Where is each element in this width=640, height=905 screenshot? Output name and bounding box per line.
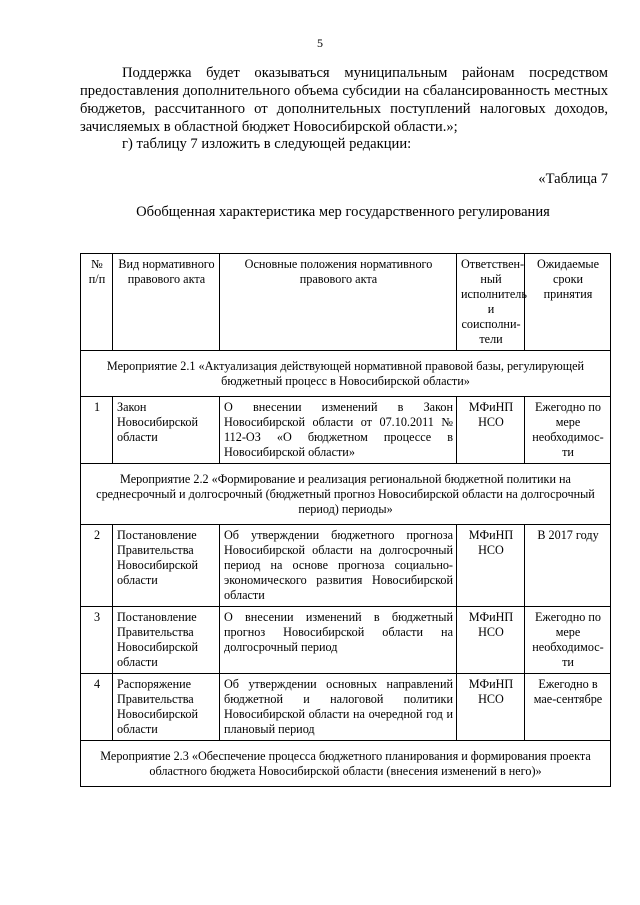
measure-row (81, 351, 611, 397)
row-num: 2 (81, 525, 113, 607)
row-act-type: Постановление Правительства Новосибирской области (113, 607, 220, 674)
row-responsible: МФиНП НСО (457, 397, 525, 464)
row-provisions: О внесении изменений в бюджетный прогноз Новосибирской области на долгосрочный период (220, 607, 457, 674)
row-num: 4 (81, 674, 113, 741)
header-responsible: Ответствен-ный исполнитель и соисполни-тели (457, 254, 525, 351)
paragraph-support: Поддержка будет оказываться муниципальным районам посредством предоставления дополнительного объема субсидии на сбалансированность местных бюджетов, рассчитанного от дополнительных поступлений налоговых доходов, зачисляемых в областной бюджет Новосибирской области.»; (80, 65, 608, 135)
row-deadline: В 2017 году (525, 525, 611, 607)
row-deadline: Ежегодно по мере необходимос-ти (525, 397, 611, 464)
row-act-type: Постановление Правительства Новосибирской области (113, 525, 220, 607)
table-title: Обобщенная характеристика мер государственного регулирования (136, 204, 550, 220)
table-row (81, 674, 611, 741)
row-responsible: МФиНП НСО (457, 525, 525, 607)
row-provisions: Об утверждении бюджетного прогноза Новосибирской области на долгосрочный период на основе прогноза социально-экономического развития Новосибирской области (220, 525, 457, 607)
regulation-table (80, 253, 611, 787)
row-deadline: Ежегодно в мае-сентябре (525, 674, 611, 741)
row-num: 1 (81, 397, 113, 464)
row-act-type: Закон Новосибирской области (113, 397, 220, 464)
row-num: 3 (81, 607, 113, 674)
table-row (81, 607, 611, 674)
row-deadline: Ежегодно по мере необходимос-ти (525, 607, 611, 674)
page-number: 5 (317, 36, 323, 50)
measure-row (81, 464, 611, 525)
row-provisions: Об утверждении основных направлений бюджетной и налоговой политики Новосибирской области на очередной год и плановый период (220, 674, 457, 741)
row-provisions: О внесении изменений в Закон Новосибирской области от 07.10.2011 № 112-ОЗ «О бюджетном процессе в Новосибирской области» (220, 397, 457, 464)
measure-2-3: Мероприятие 2.3 «Обеспечение процесса бюджетного планирования и формирования проекта областного бюджета Новосибирской области (внесения изменений в него)» (81, 741, 611, 787)
paragraph-table-instruction: г) таблицу 7 изложить в следующей редакции: (122, 136, 412, 152)
header-num: № п/п (81, 254, 113, 351)
table-row (81, 525, 611, 607)
table-label: «Таблица 7 (538, 171, 608, 187)
table-header-row (81, 254, 611, 351)
header-provisions: Основные положения нормативного правового акта (220, 254, 457, 351)
row-responsible: МФиНП НСО (457, 607, 525, 674)
header-act-type: Вид нормативного правового акта (113, 254, 220, 351)
measure-2-1: Мероприятие 2.1 «Актуализация действующей нормативной правовой базы, регулирующей бюджетный процесс в Новосибирской области» (81, 351, 611, 397)
row-responsible: МФиНП НСО (457, 674, 525, 741)
row-act-type: Распоряжение Правительства Новосибирской области (113, 674, 220, 741)
measure-2-2: Мероприятие 2.2 «Формирование и реализация региональной бюджетной политики на среднесрочный и долгосрочный (бюджетный прогноз Новосибирской области на долгосрочный период) периоды» (81, 464, 611, 525)
table-row (81, 397, 611, 464)
measure-row (81, 741, 611, 787)
header-deadline: Ожидаемые сроки принятия (525, 254, 611, 351)
